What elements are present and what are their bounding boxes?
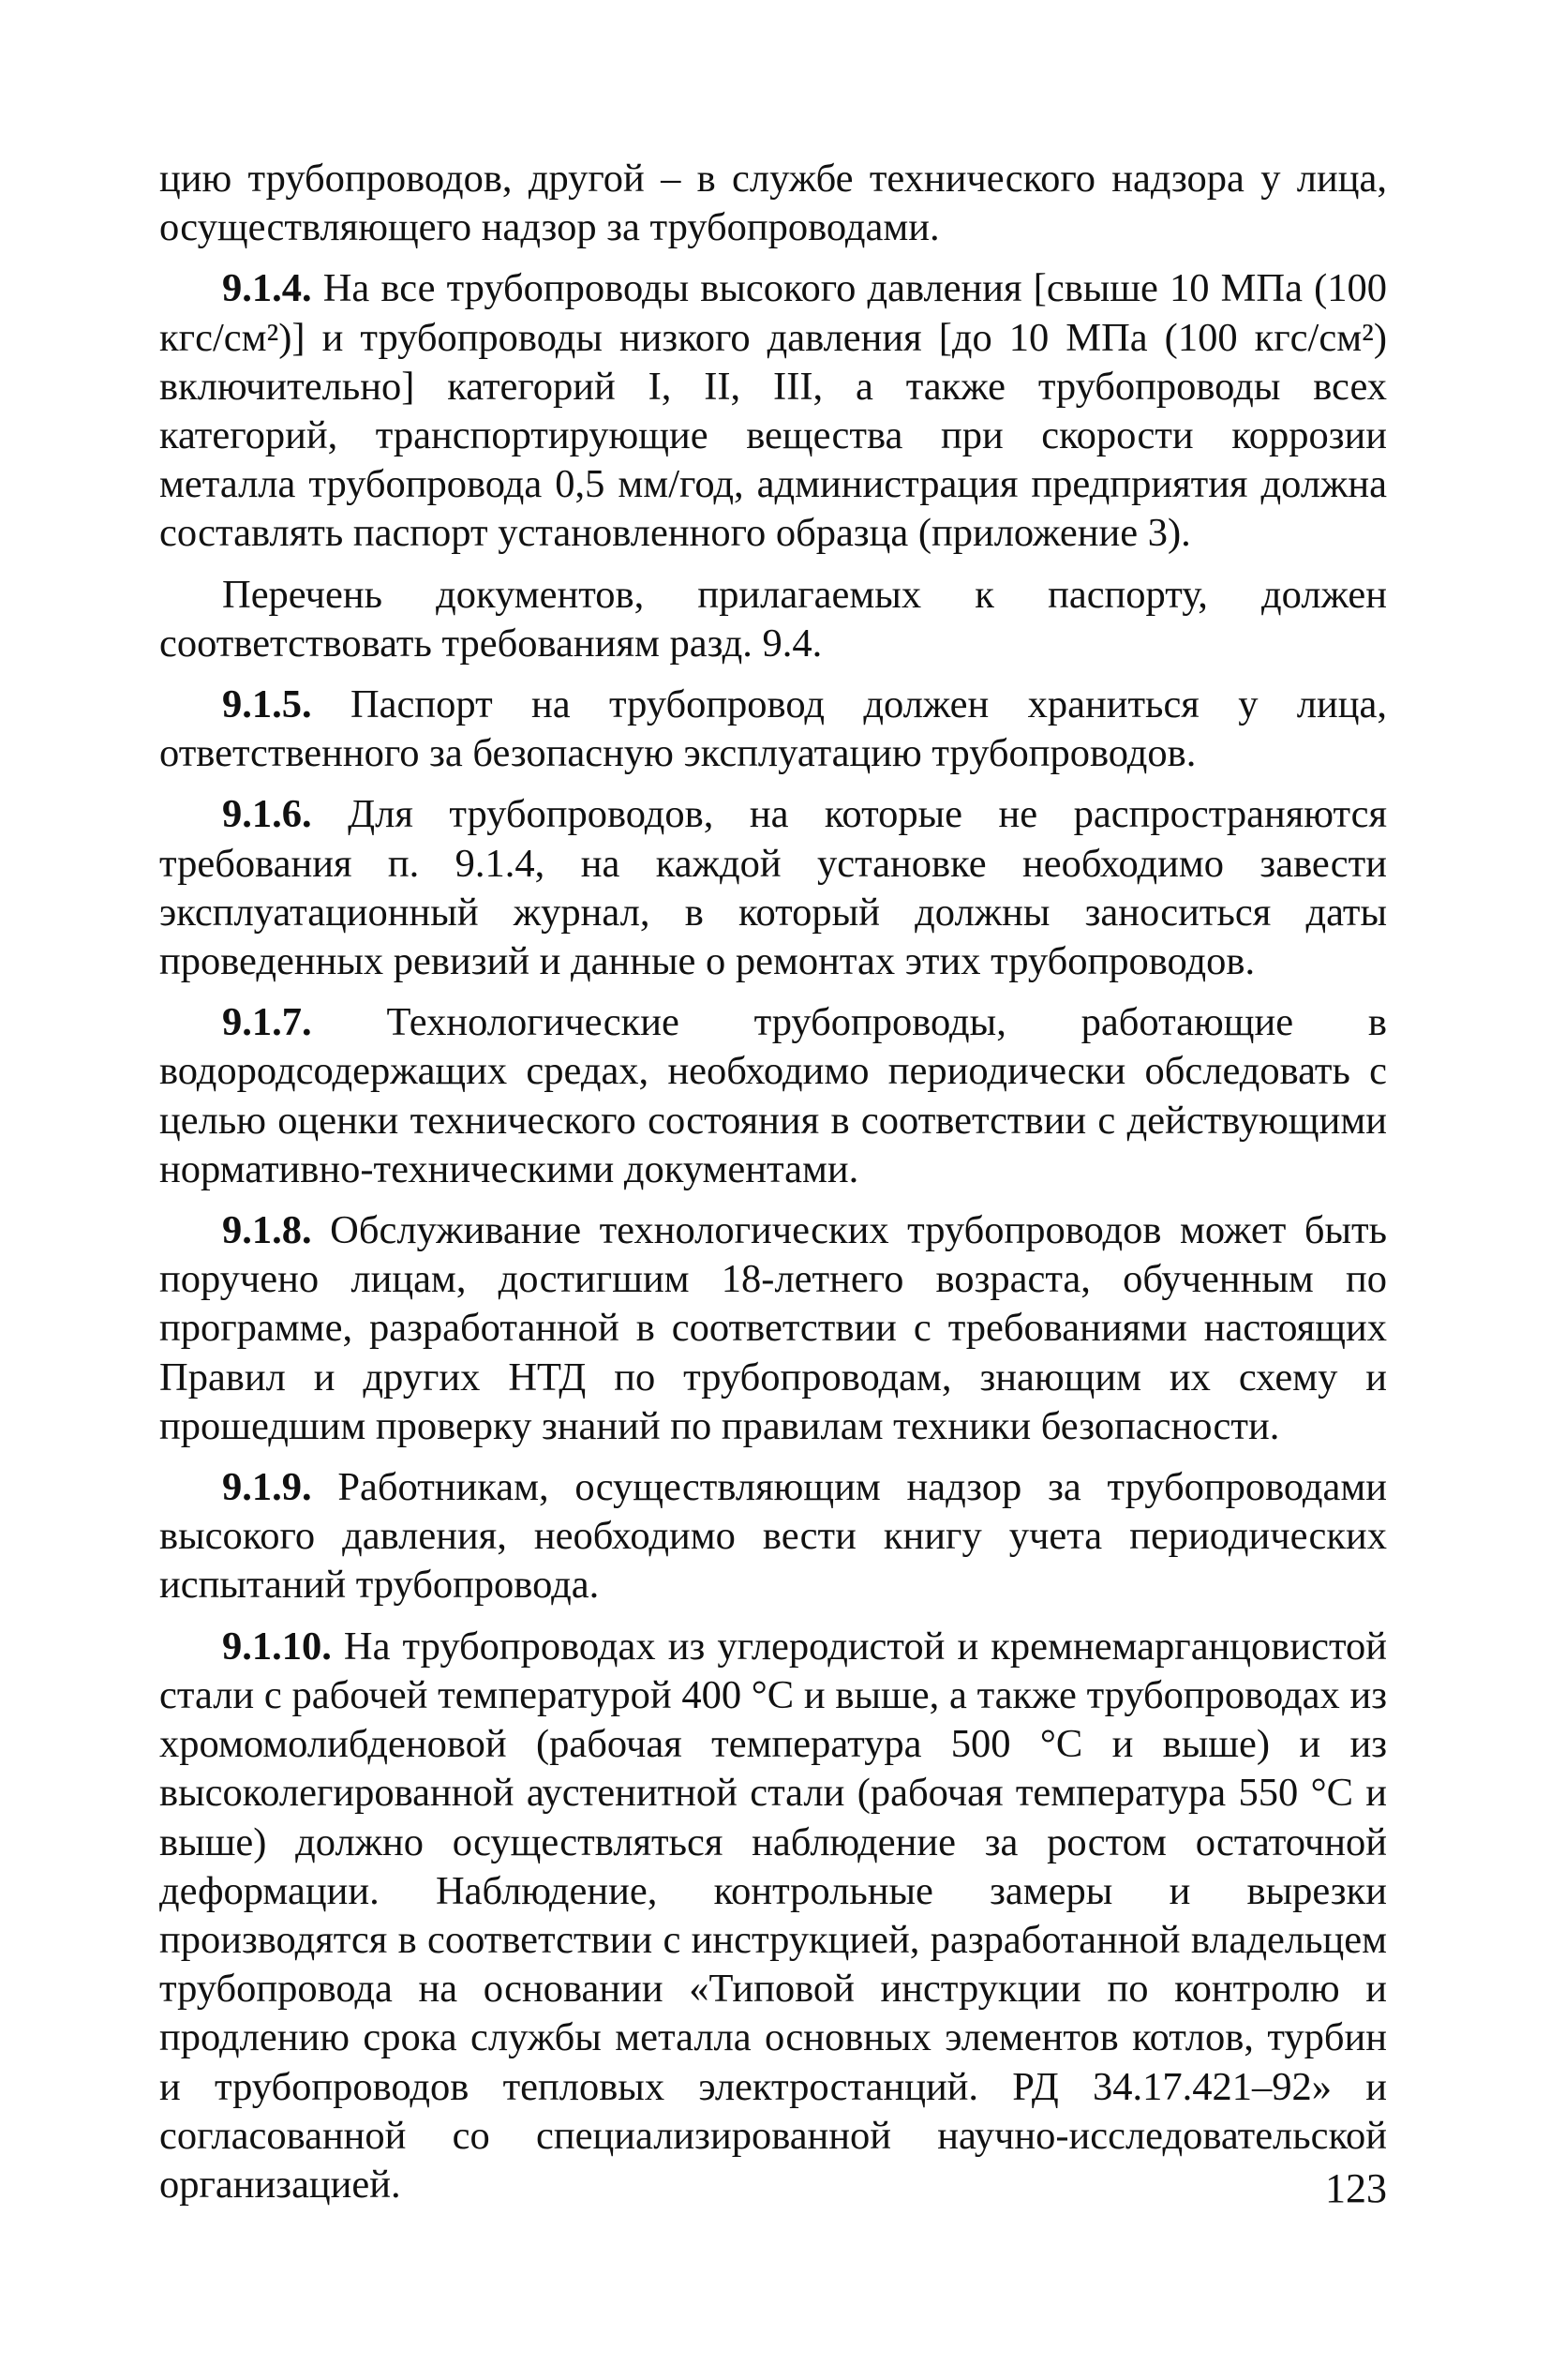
page-number: 123 (1325, 2165, 1387, 2211)
clause-number: 9.1.6. (222, 792, 312, 837)
clause-number: 9.1.8. (222, 1208, 312, 1253)
paragraph-text: Обслуживание технологических трубопроводов может быть поручено лицам, достигшим 18-летнего возраста, обученным по программе, разработанной в соответствии с требованиями настоящих Правил и других НТД по трубопроводам, знающим их схему и прошедшим проверку знаний по правилам техники безопасности. (159, 1208, 1387, 1448)
clause-number: 9.1.5. (222, 682, 312, 727)
paragraph-text: Для трубопроводов, на которые не распространяются требования п. 9.1.4, на каждой установке необходимо завести эксплуатационный журнал, в который должны заноситься даты проведенных ревизий и данные о ремонтах этих трубопроводов. (159, 792, 1387, 984)
paragraph-9-1-10 (159, 1623, 1387, 2209)
paragraph-9-1-6 (159, 790, 1387, 986)
clause-number: 9.1.4. (222, 266, 312, 311)
clause-number: 9.1.10. (222, 1624, 332, 1669)
paragraph-text: Перечень документов, прилагаемых к паспорту, должен соответствовать требованиям разд. 9.4. (159, 572, 1387, 666)
paragraph-9-1-8 (159, 1206, 1387, 1451)
paragraph-continuation (159, 155, 1387, 252)
paragraph-9-1-9 (159, 1463, 1387, 1610)
clause-number: 9.1.9. (222, 1465, 312, 1510)
paragraph-9-1-7 (159, 998, 1387, 1194)
paragraph-text: цию трубопроводов, другой – в службе технического надзора у лица, осуществляющего надзор за трубопроводами. (159, 157, 1387, 250)
document-page (159, 155, 1387, 2209)
paragraph-text: Технологические трубопроводы, работающие в водородсодержащих средах, необходимо периодически обследовать с целью оценки технического состояния в соответствии с действующими нормативно-техническими документами. (159, 1000, 1387, 1191)
paragraph-9-1-4 (159, 264, 1387, 558)
paragraph-9-1-5 (159, 681, 1387, 778)
paragraph-text: Паспорт на трубопровод должен храниться у лица, ответственного за безопасную эксплуатацию трубопроводов. (159, 682, 1387, 776)
paragraph-documents-list (159, 571, 1387, 668)
paragraph-text: Работникам, осуществляющим надзор за трубопроводами высокого давления, необходимо вести книгу учета периодических испытаний трубопровода. (159, 1465, 1387, 1608)
clause-number: 9.1.7. (222, 1000, 312, 1045)
paragraph-text: На все трубопроводы высокого давления [свыше 10 МПа (100 кгс/см²)] и трубопроводы низкого давления [до 10 МПа (100 кгс/см²) включительно] категорий I, II, III, а также трубопроводы всех категорий, транспортирующие вещества при скорости коррозии металла трубопровода 0,5 мм/год, администрация предприятия должна составлять паспорт установленного образца (приложение 3). (159, 266, 1387, 556)
paragraph-text: На трубопроводах из углеродистой и кремнемарганцовистой стали с рабочей температурой 400 °С и выше, а также трубопроводах из хромомолибденовой (рабочая температура 500 °С и выше) и из высоколегированной аустенитной стали (рабочая температура 550 °С и выше) должно осуществляться наблюдение за ростом остаточной деформации. Наблюдение, контрольные замеры и вырезки производятся в соответствии с инструкцией, разработанной владельцем трубопровода на основании «Типовой инструкции по контролю и продлению срока службы металла основных элементов котлов, турбин и трубопроводов тепловых электростанций. РД 34.17.421–92» и согласованной со специализированной научно-исследовательской организацией. (159, 1624, 1387, 2207)
